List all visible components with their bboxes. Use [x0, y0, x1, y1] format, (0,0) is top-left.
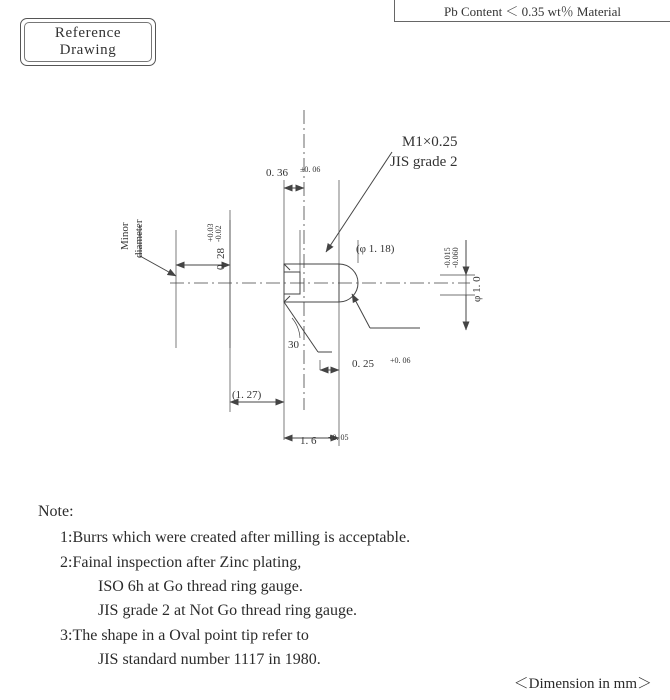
dim-028-tol-lower: -0.02 [214, 225, 223, 242]
dim-028-tol-upper: +0.03 [206, 223, 215, 242]
dim-025-tolerance: +0. 06 [390, 356, 411, 365]
note-line-2: 2:Fainal inspection after Zinc plating, [60, 553, 302, 571]
pb-content-text: Pb Content ＜ 0.35 wt％ Material [444, 4, 621, 19]
note-line-5: 3:The shape in a Oval point tip refer to [60, 626, 309, 644]
dim-line-127 [230, 348, 284, 412]
dimension-unit-note: ＜Dimension in mm＞ [513, 676, 652, 692]
leader-minor-diameter [140, 225, 176, 276]
minor-diameter-label-line2: diameter [133, 219, 145, 258]
notes-block [38, 500, 598, 672]
drawing-labels [119, 134, 483, 447]
dim-phi1-tol-upper: -0.015 [443, 247, 452, 268]
reference-drawing-badge-inner [24, 22, 152, 62]
note-line-4: JIS grade 2 at Not Go thread ring gauge. [98, 602, 358, 620]
note-line-1: 1:Burrs which were created after milling is acceptable. [60, 529, 411, 547]
leader-phi118 [352, 294, 420, 328]
dim-16-value: 1. 6 [300, 435, 317, 447]
dim-127-value: (1. 27) [232, 389, 262, 401]
dim-036-value: 0. 36 [266, 167, 288, 179]
dim-phi118-value: (φ 1. 18) [356, 243, 395, 255]
thread-callout-line1: M1×0.25 [402, 134, 458, 150]
pb-content-banner [394, 0, 670, 22]
minor-diameter-label-line1: Minor [119, 222, 131, 250]
dim-16-tolerance: +0. 05 [328, 433, 349, 442]
dim-phi1-value: φ 1. 0 [471, 276, 483, 302]
dim-036-tolerance: ±0. 06 [300, 165, 321, 174]
leader-thread-callout [326, 152, 392, 252]
extension-lines [176, 180, 475, 440]
dim-line-025 [320, 360, 339, 370]
note-line-3: ISO 6h at Go thread ring gauge. [98, 577, 303, 595]
note-line-6: JIS standard number 1117 in 1980. [98, 650, 321, 668]
dim-angle-30-value: 30 [288, 339, 299, 351]
dim-025-value: 0. 25 [352, 358, 374, 370]
dim-phi1-tol-lower: -0.060 [451, 247, 460, 268]
thread-callout-line2: JIS grade 2 [390, 154, 458, 170]
technical-drawing [0, 80, 670, 480]
reference-drawing-line1: Reference [54, 24, 122, 41]
reference-drawing-line2: Drawing [59, 42, 117, 58]
dim-028-value: 0. 28 [215, 248, 227, 270]
reference-drawing-badge [20, 18, 156, 66]
notes-title: Note: [38, 503, 74, 520]
